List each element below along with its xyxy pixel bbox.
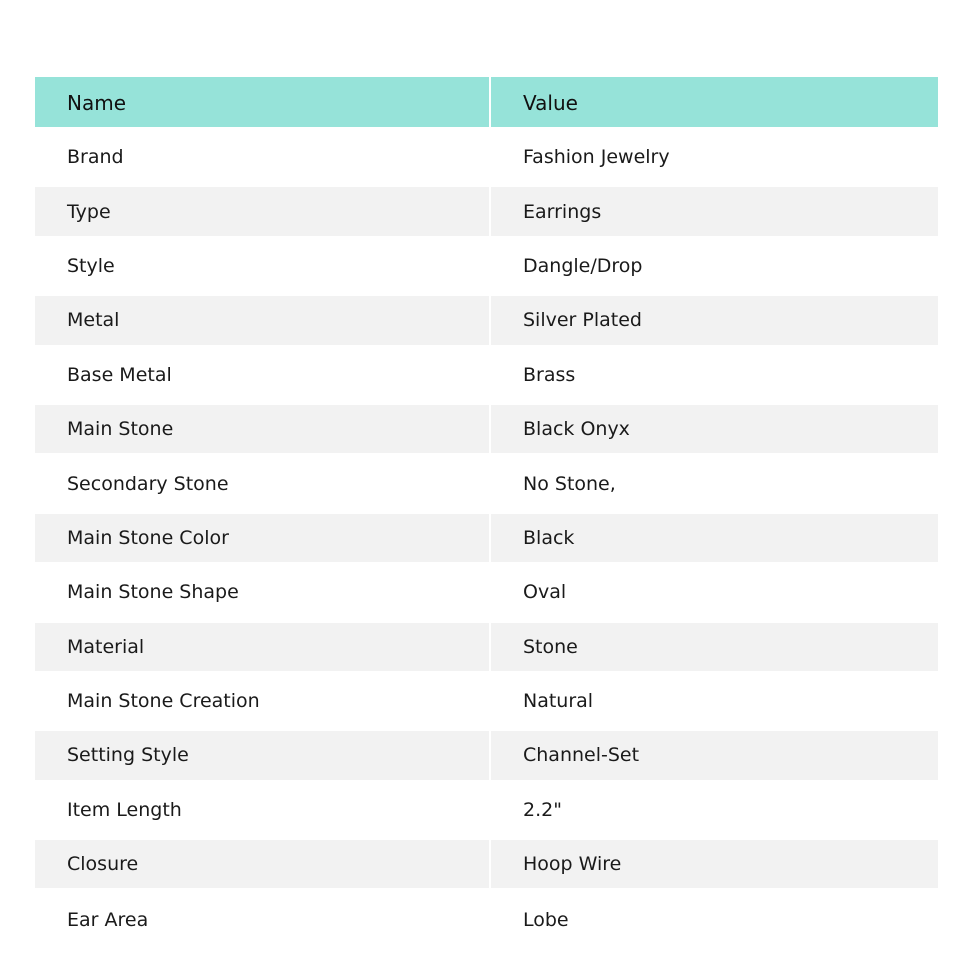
row-value: Black (490, 511, 938, 565)
table-row (35, 184, 938, 238)
header-row (35, 77, 938, 130)
row-name: Ear Area (35, 891, 490, 945)
row-name: Type (35, 184, 490, 238)
table-body (35, 130, 938, 946)
row-name: Item Length (35, 783, 490, 837)
row-value: Stone (490, 620, 938, 674)
row-value: Oval (490, 565, 938, 619)
row-value: Brass (490, 348, 938, 402)
row-name: Brand (35, 130, 490, 184)
table-row (35, 456, 938, 510)
table-row (35, 130, 938, 184)
column-header-name: Name (35, 77, 490, 130)
table-row (35, 620, 938, 674)
column-header-value: Value (490, 77, 938, 130)
row-name: Material (35, 620, 490, 674)
row-name: Style (35, 239, 490, 293)
row-name: Main Stone Shape (35, 565, 490, 619)
row-value: Natural (490, 674, 938, 728)
row-value: Silver Plated (490, 293, 938, 347)
row-value: Black Onyx (490, 402, 938, 456)
table-row (35, 783, 938, 837)
row-name: Main Stone Creation (35, 674, 490, 728)
row-name: Secondary Stone (35, 456, 490, 510)
row-name: Setting Style (35, 728, 490, 782)
table-row (35, 239, 938, 293)
row-value: Dangle/Drop (490, 239, 938, 293)
spec-table (35, 77, 938, 946)
table-row (35, 348, 938, 402)
table-row (35, 402, 938, 456)
row-name: Base Metal (35, 348, 490, 402)
table-row (35, 837, 938, 891)
row-value: No Stone, (490, 456, 938, 510)
row-value: Channel-Set (490, 728, 938, 782)
row-value: Fashion Jewelry (490, 130, 938, 184)
row-name: Metal (35, 293, 490, 347)
row-value: Hoop Wire (490, 837, 938, 891)
row-name: Closure (35, 837, 490, 891)
row-value: Lobe (490, 891, 938, 945)
row-name: Main Stone Color (35, 511, 490, 565)
table-row (35, 565, 938, 619)
row-value: 2.2" (490, 783, 938, 837)
table-row (35, 511, 938, 565)
table-row (35, 728, 938, 782)
table-row (35, 891, 938, 945)
row-value: Earrings (490, 184, 938, 238)
table-header (35, 77, 938, 130)
row-name: Main Stone (35, 402, 490, 456)
table-row (35, 674, 938, 728)
table-row (35, 293, 938, 347)
